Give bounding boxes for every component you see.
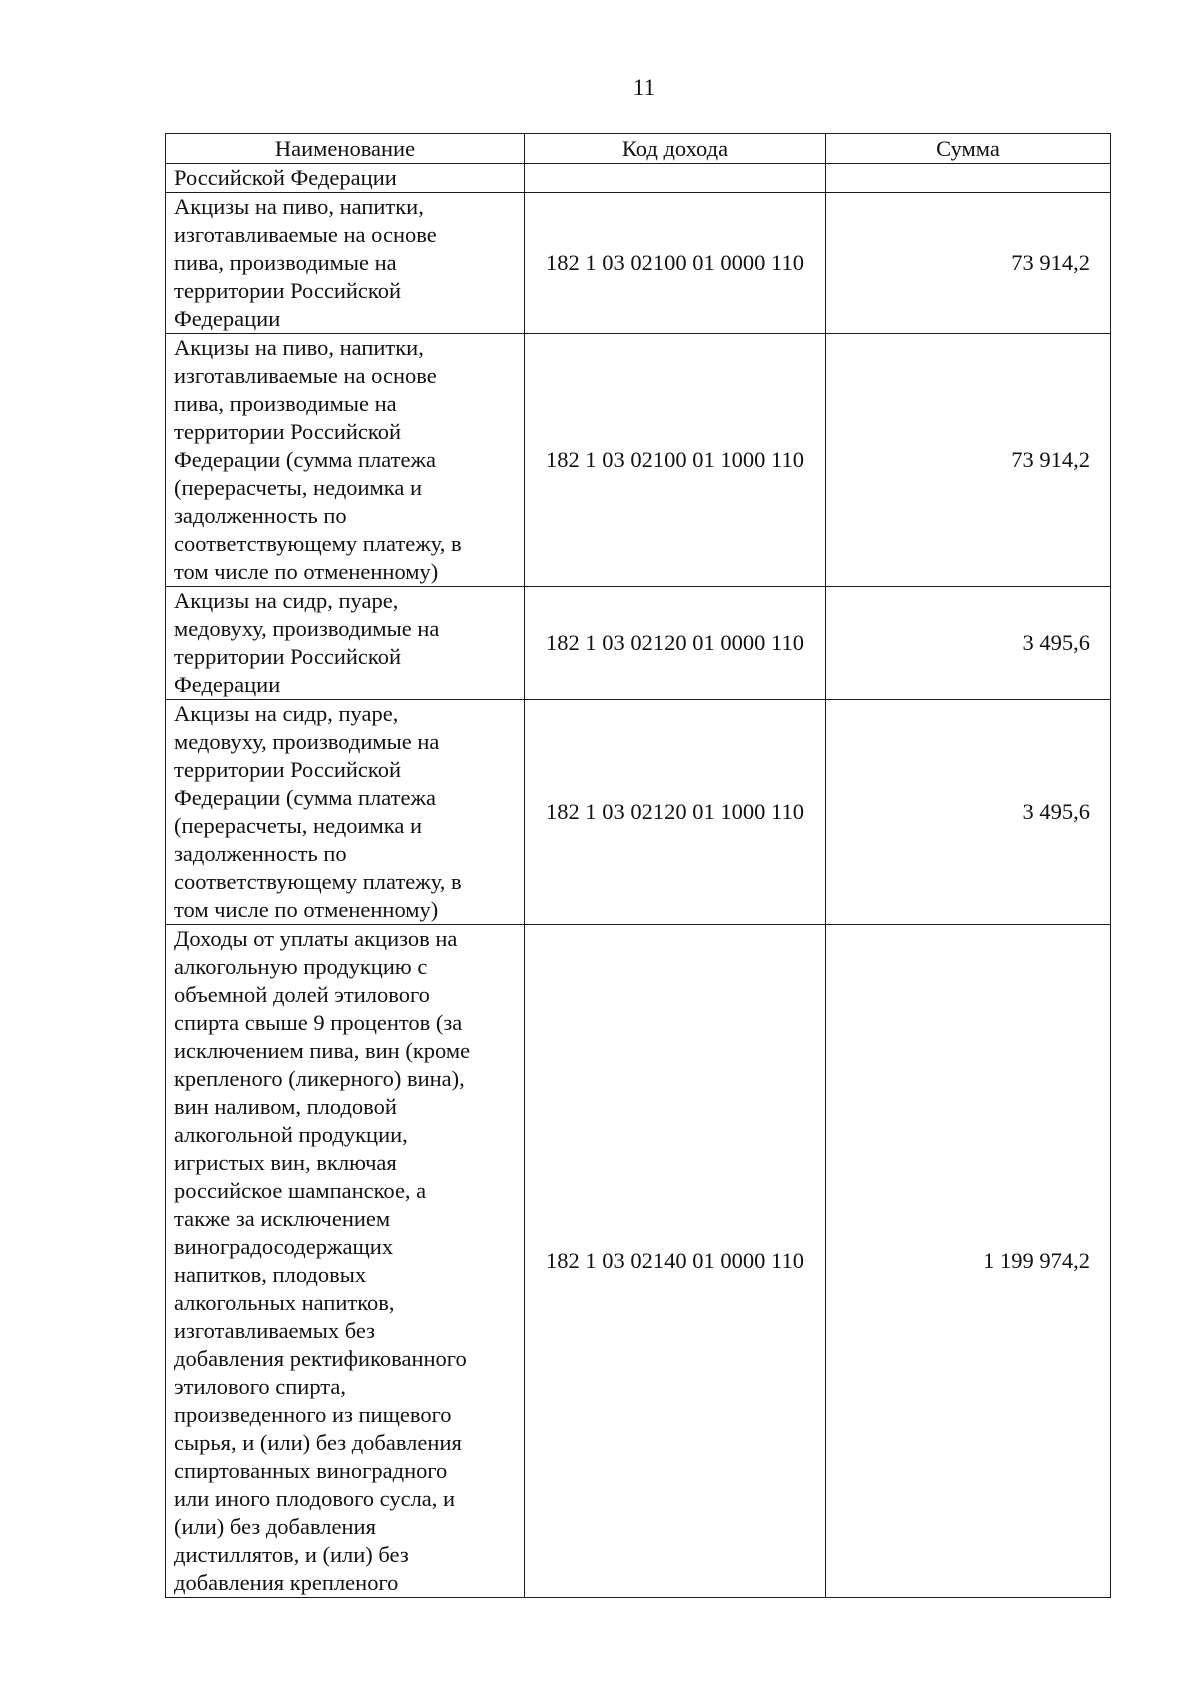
- row-name-line: том числе по отмененному): [174, 897, 439, 922]
- row-name-line: территории Российской: [174, 278, 401, 303]
- table-row: [166, 925, 1111, 1598]
- row-name-line: (перерасчеты, недоимка и: [174, 475, 422, 500]
- row-name-line: территории Российской: [174, 419, 401, 444]
- row-name-cell: [166, 587, 525, 700]
- row-name-line: соответствующему платежу, в: [174, 531, 462, 556]
- row-name-line: сырья, и (или) без добавления: [174, 1430, 462, 1455]
- row-name-line: Доходы от уплаты акцизов на: [174, 926, 458, 951]
- row-name-line: медовуху, производимые на: [174, 616, 440, 641]
- row-code-cell: 182 1 03 02100 01 1000 110: [525, 334, 826, 587]
- row-name-cell: [166, 925, 525, 1598]
- row-name-line: российское шампанское, а: [174, 1178, 427, 1203]
- row-amount-cell: 73 914,2: [826, 334, 1111, 587]
- header-amount: Сумма: [826, 134, 1111, 164]
- row-name-line: территории Российской: [174, 644, 401, 669]
- row-name-line: спиртованных виноградного: [174, 1458, 448, 1483]
- row-name-line: соответствующему платежу, в: [174, 869, 462, 894]
- row-name-line: напитков, плодовых: [174, 1262, 367, 1287]
- row-name-line: вин наливом, плодовой: [174, 1094, 397, 1119]
- table-row: [166, 193, 1111, 334]
- row-name-line: добавления ректификованного: [174, 1346, 467, 1371]
- row-name-line: алкогольных напитков,: [174, 1290, 395, 1315]
- row-name-line: (перерасчеты, недоимка и: [174, 813, 422, 838]
- row-name-line: виноградосодержащих: [174, 1234, 394, 1259]
- row-code-cell: 182 1 03 02100 01 0000 110: [525, 193, 826, 334]
- row-name-line: Федерации: [174, 672, 281, 697]
- row-name-line: (или) без добавления: [174, 1514, 376, 1539]
- table-row: [166, 587, 1111, 700]
- row-name-line: игристых вин, включая: [174, 1150, 397, 1175]
- row-name-line: Федерации (сумма платежа: [174, 447, 436, 472]
- row-name-line: Федерации (сумма платежа: [174, 785, 436, 810]
- row-name-line: этилового спирта,: [174, 1374, 347, 1399]
- header-code: Код дохода: [525, 134, 826, 164]
- row-name-line: исключением пива, вин (кроме: [174, 1038, 471, 1063]
- row-name-line: также за исключением: [174, 1206, 391, 1231]
- row-code-cell: [525, 164, 826, 193]
- row-name-line: Акцизы на пиво, напитки,: [174, 335, 424, 360]
- row-name-cell: [166, 700, 525, 925]
- row-name-line: Федерации: [174, 306, 281, 331]
- row-name-line: алкогольную продукцию с: [174, 954, 428, 979]
- row-name-line: том числе по отмененному): [174, 559, 439, 584]
- table-row: [166, 334, 1111, 587]
- row-name-line: спирта свыше 9 процентов (за: [174, 1010, 463, 1035]
- page-number: 11: [632, 75, 656, 100]
- row-amount-cell: 3 495,6: [826, 587, 1111, 700]
- row-name-line: Акцизы на сидр, пуаре,: [174, 701, 399, 726]
- table-row: [166, 700, 1111, 925]
- row-name-line: Российской Федерации: [174, 165, 397, 190]
- row-name-line: медовуху, производимые на: [174, 729, 440, 754]
- row-name-line: алкогольной продукции,: [174, 1122, 408, 1147]
- row-name-line: задолженность по: [174, 841, 347, 866]
- row-name-line: или иного плодового сусла, и: [174, 1486, 456, 1511]
- row-amount-cell: 73 914,2: [826, 193, 1111, 334]
- row-name-cell: [166, 164, 525, 193]
- row-name-line: пива, производимые на: [174, 391, 397, 416]
- row-code-cell: 182 1 03 02120 01 1000 110: [525, 700, 826, 925]
- table-row: [166, 164, 1111, 193]
- row-name-line: дистиллятов, и (или) без: [174, 1542, 409, 1567]
- table-header-row: [166, 134, 1111, 164]
- row-name-line: Акцизы на пиво, напитки,: [174, 194, 424, 219]
- row-name-line: добавления крепленого: [174, 1570, 399, 1595]
- row-amount-cell: 1 199 974,2: [826, 925, 1111, 1598]
- revenue-table: [165, 133, 1111, 1598]
- table-body: [166, 164, 1111, 1598]
- row-name-line: объемной долей этилового: [174, 982, 430, 1007]
- row-amount-cell: [826, 164, 1111, 193]
- row-name-line: изготавливаемые на основе: [174, 363, 437, 388]
- row-code-cell: 182 1 03 02120 01 0000 110: [525, 587, 826, 700]
- row-name-line: пива, производимые на: [174, 250, 397, 275]
- row-code-cell: 182 1 03 02140 01 0000 110: [525, 925, 826, 1598]
- row-name-cell: [166, 334, 525, 587]
- row-name-line: Акцизы на сидр, пуаре,: [174, 588, 399, 613]
- row-amount-cell: 3 495,6: [826, 700, 1111, 925]
- row-name-line: крепленого (ликерного) вина),: [174, 1066, 465, 1091]
- row-name-line: задолженность по: [174, 503, 347, 528]
- row-name-line: изготавливаемых без: [174, 1318, 376, 1343]
- row-name-line: изготавливаемые на основе: [174, 222, 437, 247]
- header-name: Наименование: [166, 134, 525, 164]
- row-name-line: территории Российской: [174, 757, 401, 782]
- row-name-line: произведенного из пищевого: [174, 1402, 452, 1427]
- row-name-cell: [166, 193, 525, 334]
